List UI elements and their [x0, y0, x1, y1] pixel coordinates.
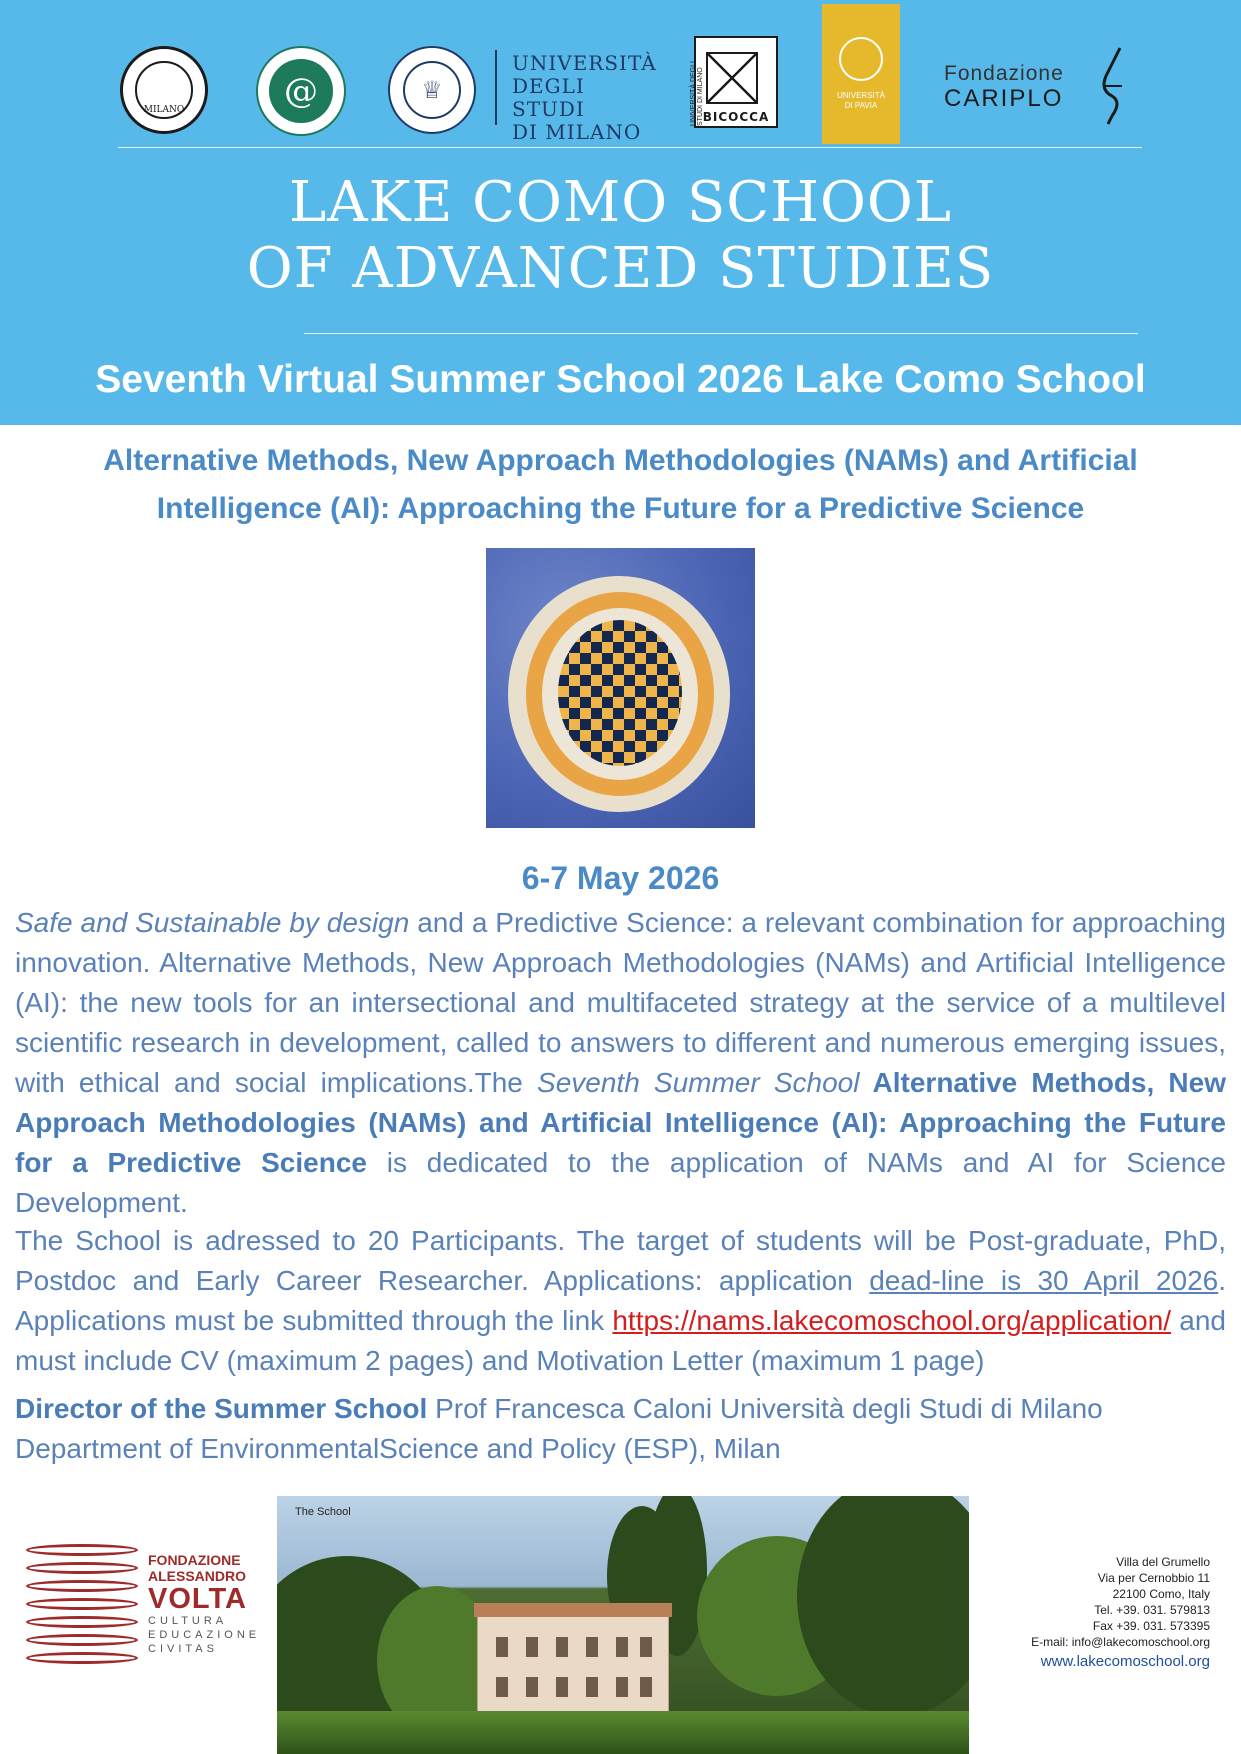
unimi-line-2: DEGLI STUDI	[512, 74, 585, 121]
volta-line-5: EDUCAZIONE	[148, 1629, 261, 1641]
cariplo-logo	[944, 62, 1064, 112]
photo-caption: The School	[295, 1506, 351, 1518]
mosaic-artwork	[486, 548, 755, 828]
applications-text-3: and must include CV (maximum 2 pages) and Motivation Letter (maximum 1 page)	[15, 1305, 1226, 1376]
polimi-caption: MILANO	[143, 104, 185, 115]
volta-wordmark	[148, 1552, 260, 1656]
contact-address	[990, 1554, 1210, 1670]
cariplo-line-1: Fondazione	[944, 62, 1064, 85]
header-rule-bottom	[304, 333, 1138, 334]
unimi-line-1: UNIVERSITÀ	[512, 51, 657, 75]
website-link[interactable]: www.lakecomoschool.org	[1040, 1653, 1210, 1670]
applications-paragraph	[15, 1221, 1226, 1381]
director-text: Prof Francesca Caloni Università degli Studi di Milano Department of EnvironmentalScience and Policy (ESP), Milan	[15, 1393, 1103, 1464]
insubria-spiral-icon: @	[284, 71, 318, 111]
phone-line: Tel. +39. 031. 579813	[1094, 1603, 1210, 1617]
subtitle-line-1: Alternative Methods, New Approach Methodologies (NAMs) and Artificial	[103, 444, 1138, 477]
volta-line-4: CULTURA	[148, 1615, 228, 1627]
director-label: Director of the Summer School	[15, 1393, 428, 1424]
school-title-line-1: LAKE COMO SCHOOL	[288, 170, 952, 235]
intro-italic-2: Seventh Summer School	[537, 1067, 860, 1098]
unimi-figure-icon: ♕	[421, 75, 443, 104]
director-paragraph	[15, 1389, 1226, 1469]
intro-bold-title: Alternative Methods, New Approach Methodologies (NAMs) and Artificial Intelligence (AI): Approaching the Future for a Predictive Science	[15, 1067, 1226, 1178]
politecnico-milano-logo	[120, 46, 208, 134]
cariplo-mark-icon	[1098, 46, 1126, 126]
volta-line-2: ALESSANDRO	[148, 1568, 247, 1584]
address-line-3: 22100 Como, Italy	[1112, 1587, 1210, 1601]
application-link[interactable]: https://nams.lakecomoschool.org/application/	[612, 1305, 1172, 1336]
intro-text-2: is dedicated to the application of NAMs and AI for Science Development.	[15, 1147, 1226, 1218]
bicocca-word: BICOCCA	[702, 110, 770, 124]
intro-text-1: and a Predictive Science: a relevant combination for approaching innovation. Alternative Methods, New Approach Methodologies (NAMs) and Artificial Intelligence (AI): the new tools for an intersectional and multifaceted strategy at the service of a multilevel scientific research in development, called to answers to different and numerous emerging issues, with ethical and social implications.The	[15, 907, 1226, 1098]
unimi-divider	[495, 50, 497, 125]
course-subtitle	[60, 437, 1181, 533]
unimi-line-3: DI MILANO	[512, 120, 642, 144]
bicocca-logo	[690, 36, 778, 128]
volta-line-1: FONDAZIONE	[148, 1552, 241, 1568]
bicocca-side-text: UNIVERSITÀ DEGLI STUDI DI MILANO	[690, 61, 704, 126]
event-title: Seventh Virtual Summer School 2026 Lake Como School	[95, 358, 1146, 401]
unimi-seal-logo	[388, 46, 476, 134]
pavia-logo	[822, 4, 900, 144]
partner-logos	[0, 0, 1241, 150]
volta-stack-icon	[26, 1544, 138, 1674]
intro-paragraph	[15, 903, 1226, 1223]
header-banner	[0, 0, 1241, 425]
address-line-1: Villa del Grumello	[1116, 1555, 1210, 1569]
applications-text-1: The School is adressed to 20 Participants. The target of students will be Post-graduate, PhD, Postdoc and Early Career Researcher. Applications: application	[15, 1225, 1226, 1296]
event-date: 6-7 May 2026	[521, 860, 720, 896]
fondazione-volta-logo	[26, 1540, 261, 1680]
subtitle-line-2: Intelligence (AI): Approaching the Future for a Predictive Science	[156, 492, 1085, 525]
villa-photo	[277, 1496, 969, 1754]
address-line-2: Via per Cernobbio 11	[1097, 1571, 1210, 1585]
email-line[interactable]: E-mail: info@lakecomoschool.org	[1031, 1635, 1210, 1649]
deadline-text: dead-line is 30 April 2026	[869, 1265, 1219, 1296]
villa-building	[477, 1616, 669, 1718]
checkerboard-pattern	[558, 620, 682, 766]
insubria-logo	[256, 46, 346, 136]
intro-italic-1: Safe and Sustainable by design	[15, 907, 410, 938]
pavia-name-line-1: UNIVERSITÀ	[836, 91, 885, 100]
header-rule-top	[118, 147, 1142, 148]
pavia-crest-icon	[839, 37, 883, 81]
bicocca-cross-icon	[706, 52, 758, 104]
pavia-name-line-2: DI PAVIA	[844, 101, 878, 110]
school-title-line-2: OF ADVANCED STUDIES	[246, 236, 995, 301]
volta-line-6: CIVITAS	[148, 1643, 218, 1655]
fax-line: Fax +39. 031. 573395	[1092, 1619, 1210, 1633]
volta-line-3: VOLTA	[148, 1583, 247, 1615]
applications-text-2: . Applications must be submitted through the link	[15, 1265, 1226, 1336]
cariplo-line-2: CARIPLO	[944, 85, 1064, 112]
pavia-name	[837, 91, 885, 111]
school-title	[0, 170, 1241, 302]
unimi-wordmark	[512, 52, 662, 144]
